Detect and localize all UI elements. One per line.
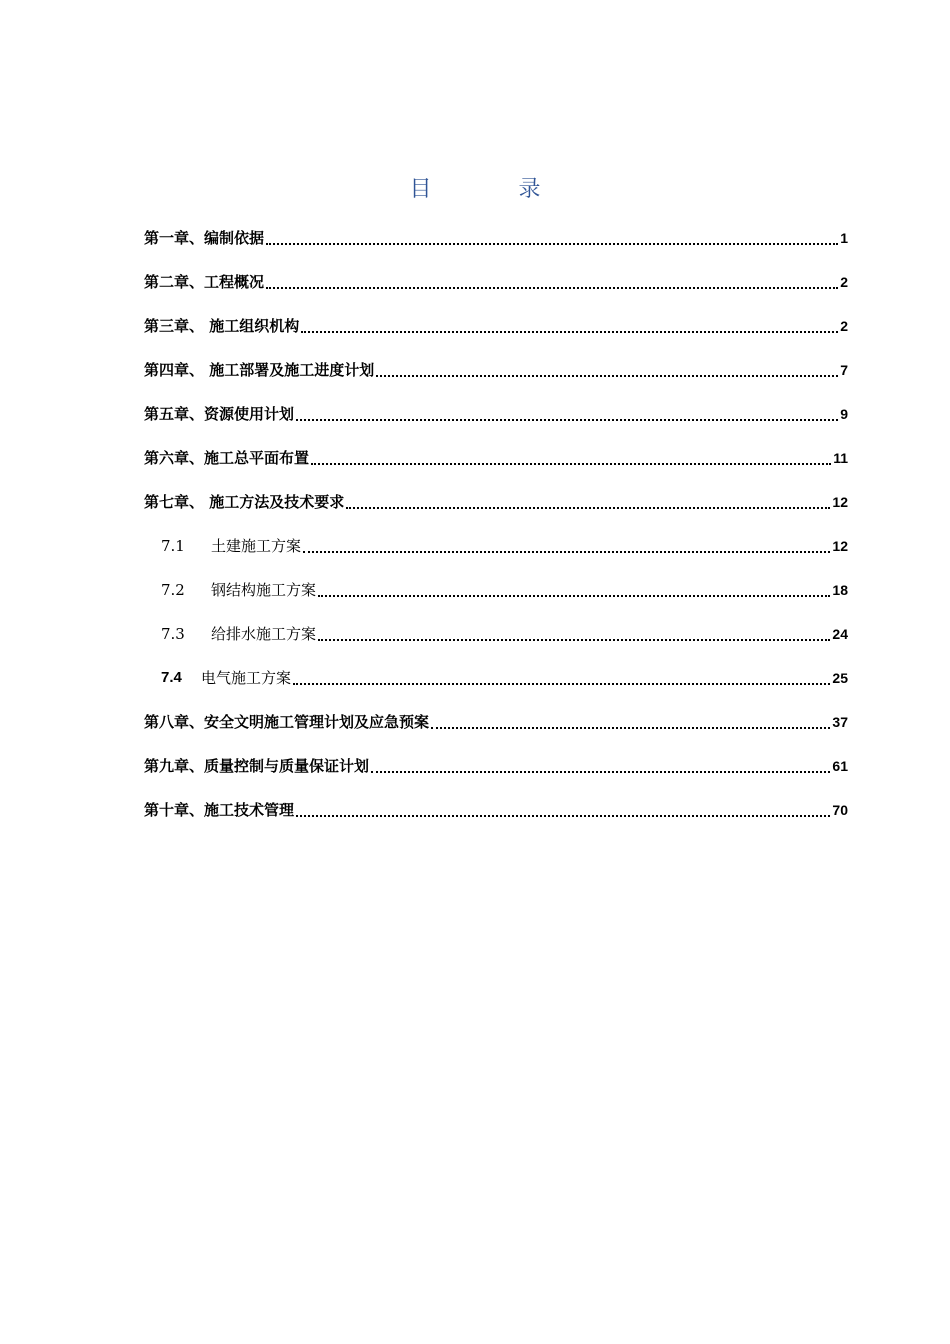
toc-entry-page: 12 [832,494,848,510]
toc-dot-leader [301,304,838,348]
toc-subentry-label: 电气施工方案 [201,669,292,687]
toc-entry-label: 第四章、 施工部署及施工进度计划 [144,361,375,379]
toc-entry[interactable] [144,744,848,788]
toc-entry-label: 第八章、安全文明施工管理计划及应急预案 [144,713,430,731]
toc-entry[interactable] [144,788,848,832]
toc-entry[interactable] [144,260,848,304]
toc-entry[interactable] [144,700,848,744]
toc-subentry[interactable] [144,656,848,700]
toc-entry-label: 第六章、施工总平面布置 [144,449,310,467]
toc-dot-leader [266,216,838,260]
toc-entry[interactable] [144,304,848,348]
toc-entry-page: 2 [840,274,848,290]
toc-entry-page: 9 [840,406,848,422]
toc-dot-leader [296,392,838,436]
toc-subentry-page: 25 [832,670,848,686]
toc-title: 目 录 [409,177,581,202]
toc-dot-leader [376,348,838,392]
toc-dot-leader [431,700,830,744]
toc-subentry-page: 24 [832,626,848,642]
toc-entry-page: 61 [832,758,848,774]
toc-dot-leader [346,480,830,524]
toc-subentry-number: 7.1 [161,537,185,555]
toc-entry[interactable] [144,348,848,392]
toc-entry-label: 第三章、 施工组织机构 [144,317,300,335]
toc-entry[interactable] [144,392,848,436]
toc-subentry[interactable] [144,568,848,612]
toc-dot-leader [293,656,830,700]
toc-entry-label: 第一章、编制依据 [144,229,265,247]
toc-entry-label: 第七章、 施工方法及技术要求 [144,493,345,511]
toc-entry[interactable] [144,436,848,480]
toc-entry-label: 第二章、工程概况 [144,273,265,291]
toc-subentry-label: 钢结构施工方案 [211,581,317,599]
toc-dot-leader [311,436,831,480]
toc-subentry-number: 7.2 [161,581,185,599]
toc-entry-label: 第九章、质量控制与质量保证计划 [144,757,370,775]
toc-dot-leader [318,612,830,656]
toc-dot-leader [318,568,830,612]
toc-entry-page: 37 [832,714,848,730]
toc-entry-page: 7 [840,362,848,378]
toc-dot-leader [371,744,830,788]
toc-entry[interactable] [144,216,848,260]
toc-dot-leader [303,524,830,568]
toc-subentry-number: 7.4 [161,669,182,686]
toc-subentry-page: 12 [832,538,848,554]
toc-entry-label: 第十章、施工技术管理 [144,801,295,819]
table-of-contents [144,216,848,832]
toc-entry-page: 70 [832,802,848,818]
toc-entry[interactable] [144,480,848,524]
toc-subentry-label: 土建施工方案 [211,537,302,555]
toc-entry-page: 11 [833,450,848,466]
toc-subentry-number: 7.3 [161,625,185,643]
toc-entry-page: 1 [840,230,848,246]
toc-subentry-label: 给排水施工方案 [211,625,317,643]
toc-subentry-page: 18 [832,582,848,598]
toc-entry-label: 第五章、资源使用计划 [144,405,295,423]
toc-dot-leader [266,260,838,304]
toc-entry-page: 2 [840,318,848,334]
toc-dot-leader [296,788,830,832]
toc-subentry[interactable] [144,524,848,568]
toc-subentry[interactable] [144,612,848,656]
